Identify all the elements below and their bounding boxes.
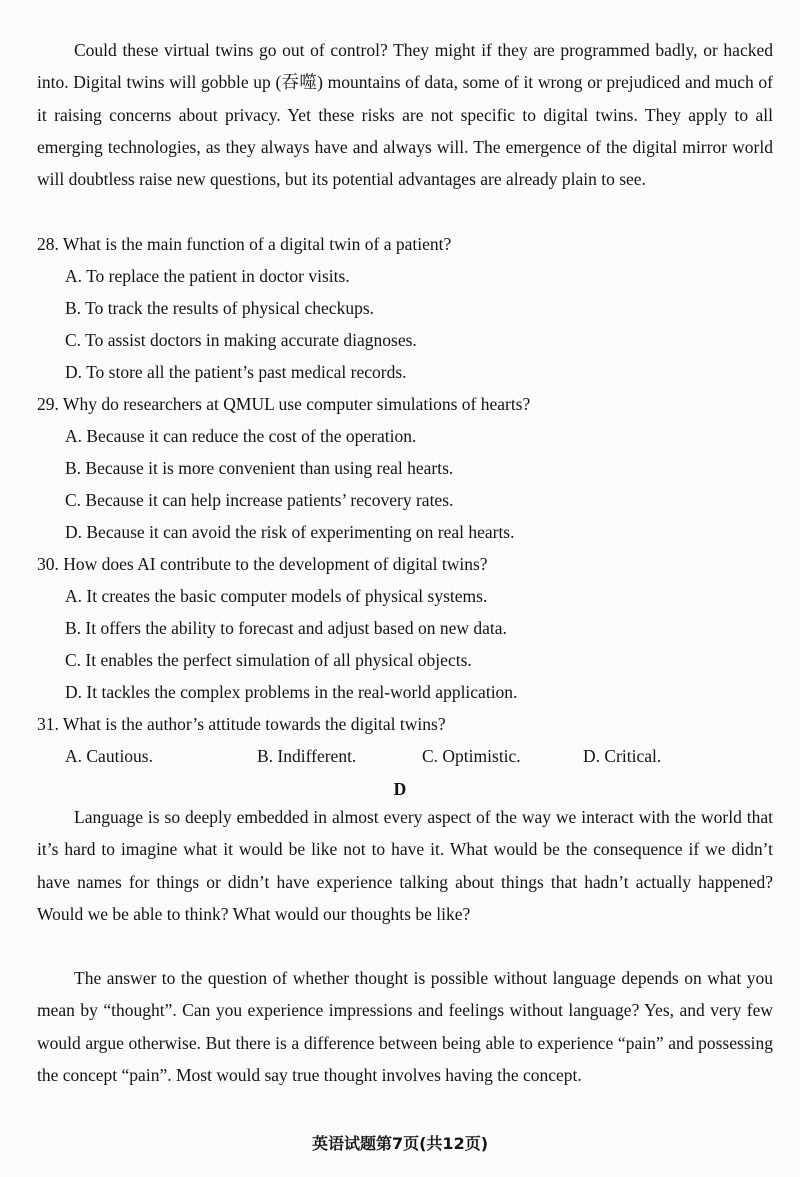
question-30-option-a: A. It creates the basic computer models of physical systems.	[65, 586, 488, 606]
question-31-option-d: D. Critical.	[583, 746, 662, 766]
passage-c-final-paragraph: Could these virtual twins go out of control? They might if they are programmed badly, or hacked into. Digital twins will gobble up (吞噬) mountains of data, some of it wrong or prejudiced and much of it raising concerns about privacy. Yet these risks are not specific to digital twins. They apply to all emerging technologies, as they always have and always will. The emergence of the digital mirror world will doubtless raise new questions, but its potential advantages are already plain to see.	[37, 40, 773, 190]
question-31-option-b: B. Indifferent.	[257, 746, 357, 766]
question-30-option-d: D. It tackles the complex problems in the real-world application.	[65, 682, 518, 702]
question-28-option-c: C. To assist doctors in making accurate diagnoses.	[65, 330, 417, 350]
passage-d-paragraph-1: Language is so deeply embedded in almost every aspect of the way we interact with the world that it’s hard to imagine what it would be like not to have it. What would be the consequence if we didn’t have names for things or didn’t have experience talking about things that hadn’t actually happened? Would we be able to think? What would our thoughts be like?	[37, 807, 773, 924]
question-30-option-b: B. It offers the ability to forecast and adjust based on new data.	[65, 618, 507, 638]
question-28-stem: 28. What is the main function of a digital twin of a patient?	[37, 234, 452, 254]
section-label: D	[393, 779, 407, 799]
question-31-stem: 31. What is the author’s attitude towards the digital twins?	[37, 714, 446, 734]
question-31-option-c: C. Optimistic.	[422, 746, 521, 766]
question-29-option-d: D. Because it can avoid the risk of experimenting on real hearts.	[65, 522, 515, 542]
passage-d-paragraph-2: The answer to the question of whether thought is possible without language depends on what you mean by “thought”. Can you experience impressions and feelings without language? Yes, and very few would argue otherwise. But there is a difference between being able to experience “pain” and possessing the concept “pain”. Most would say true thought involves having the concept.	[37, 968, 773, 1085]
question-29-stem: 29. Why do researchers at QMUL use computer simulations of hearts?	[37, 394, 531, 414]
question-28-option-d: D. To store all the patient’s past medical records.	[65, 362, 407, 382]
question-29-option-b: B. Because it is more convenient than using real hearts.	[65, 458, 454, 478]
question-30-option-c: C. It enables the perfect simulation of all physical objects.	[65, 650, 472, 670]
question-29-option-a: A. Because it can reduce the cost of the operation.	[65, 426, 417, 446]
question-29-option-c: C. Because it can help increase patients’ recovery rates.	[65, 490, 454, 510]
page-footer: 英语试题第7页(共12页)	[311, 1134, 489, 1153]
question-30-stem: 30. How does AI contribute to the development of digital twins?	[37, 554, 488, 574]
question-31-option-a: A. Cautious.	[65, 746, 153, 766]
question-28-option-a: A. To replace the patient in doctor visits.	[65, 266, 350, 286]
question-28-option-b: B. To track the results of physical checkups.	[65, 298, 375, 318]
